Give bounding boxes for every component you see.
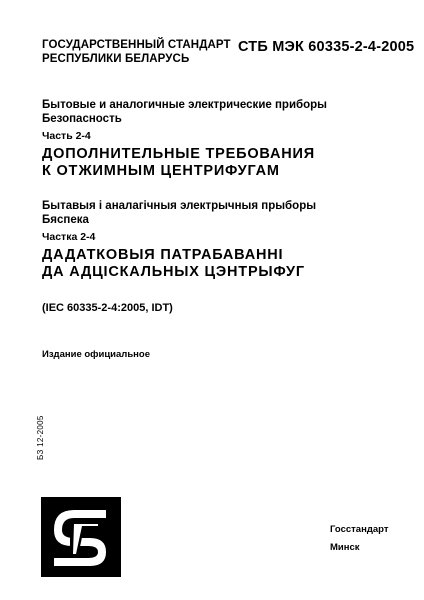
subtitle-ru-line-1: Бытовые и аналогичные электрические приборы [42, 99, 327, 111]
subtitle-ru-line-2: Безопасность [42, 113, 122, 125]
header-state-standard [42, 38, 231, 66]
main-title-by-line-2: ДА АДЦІСКАЛЬНЫХ ЦЭНТРЫФУГ [42, 264, 305, 280]
title-block-ru [42, 98, 327, 180]
official-edition-label: Издание официальное [42, 349, 150, 360]
part-by: Частка 2-4 [42, 231, 96, 243]
main-title-ru-line-1: ДОПОЛНИТЕЛЬНЫЕ ТРЕБОВАНИЯ [42, 146, 315, 162]
publisher-city: Минск [330, 542, 360, 553]
stb-logo [40, 496, 122, 578]
publisher-name: Госстандарт [330, 524, 389, 535]
title-block-by [42, 199, 316, 281]
main-title-ru-line-2: К ОТЖИМНЫМ ЦЕНТРИФУГАМ [42, 163, 280, 179]
side-marker: БЗ 12-2005 [36, 415, 45, 460]
publisher-block [330, 524, 388, 554]
part-ru: Часть 2-4 [42, 130, 91, 142]
stb-logo-icon [40, 496, 122, 578]
header-line-1: ГОСУДАРСТВЕННЫЙ СТАНДАРТ [42, 39, 231, 51]
header-line-2: РЕСПУБЛИКИ БЕЛАРУСЬ [42, 53, 190, 65]
main-title-by-line-1: ДАДАТКОВЫЯ ПАТРАБАВАННІ [42, 247, 284, 263]
subtitle-by-line-2: Бяспека [42, 214, 89, 226]
subtitle-by-line-1: Бытавыя і аналагічныя электрычныя прыборы [42, 200, 317, 212]
iec-reference: (IEC 60335-2-4:2005, IDT) [42, 302, 173, 314]
standard-number: СТБ МЭК 60335-2-4-2005 [238, 39, 415, 55]
